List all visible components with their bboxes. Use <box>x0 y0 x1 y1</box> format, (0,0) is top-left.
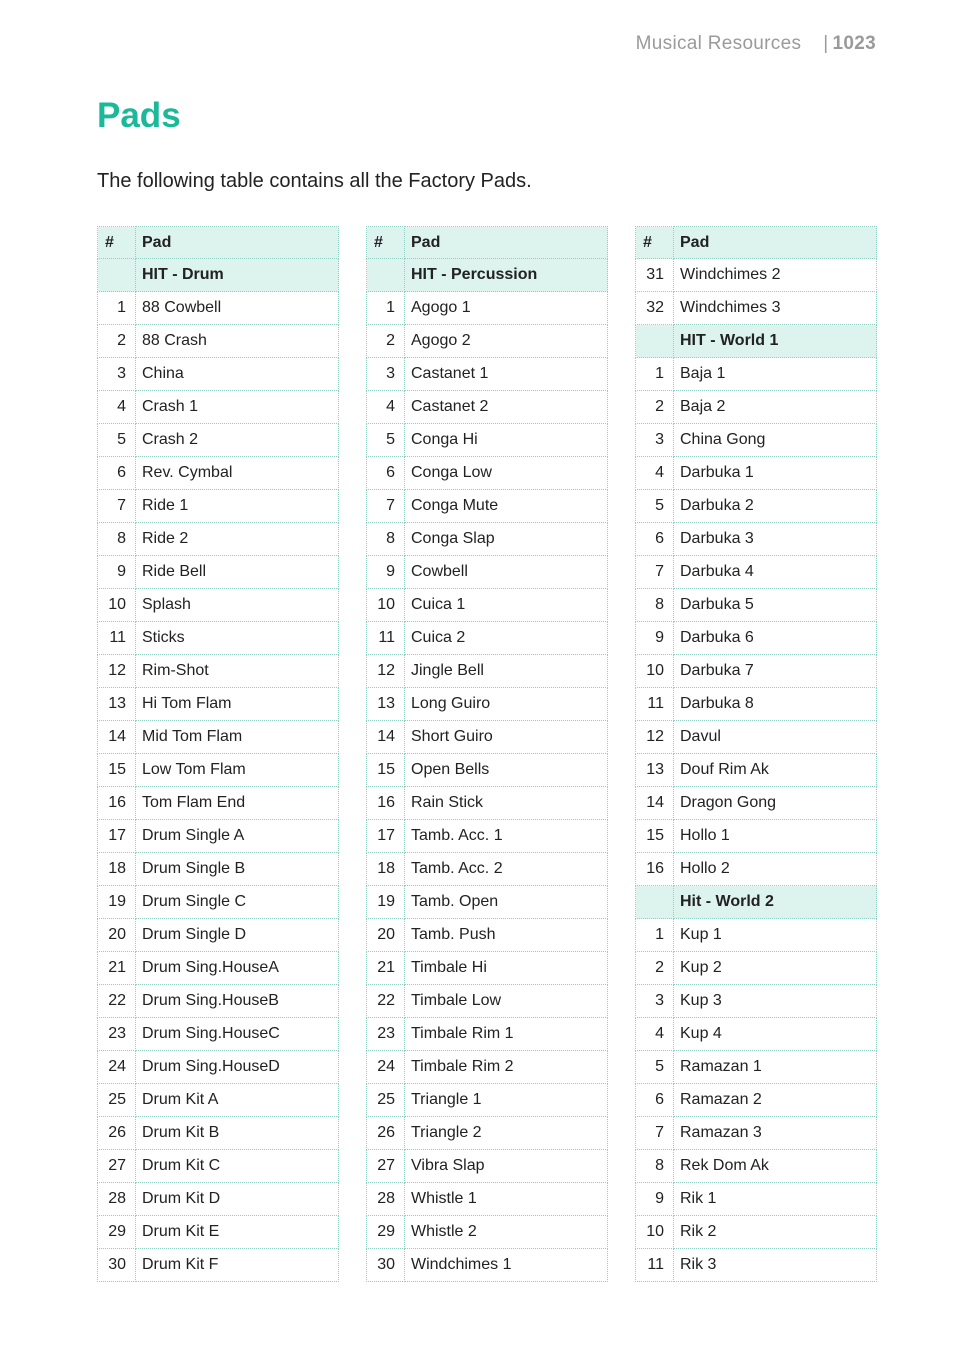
col-header-num: # <box>98 227 136 259</box>
pad-number-cell: 26 <box>367 1117 405 1150</box>
table-row <box>636 490 877 523</box>
table-row <box>98 952 339 985</box>
pad-name-cell: Drum Kit C <box>136 1150 339 1183</box>
pad-name-cell: Splash <box>136 589 339 622</box>
table-row <box>98 1117 339 1150</box>
pad-number-cell: 27 <box>98 1150 136 1183</box>
pad-name-cell: Whistle 2 <box>405 1216 608 1249</box>
table-row <box>636 556 877 589</box>
table-row <box>98 820 339 853</box>
pad-number-cell: 23 <box>367 1018 405 1051</box>
table-row <box>98 292 339 325</box>
pads-table-1 <box>97 226 339 1282</box>
table-row <box>98 457 339 490</box>
pad-number-cell: 2 <box>367 325 405 358</box>
pad-name-cell: Long Guiro <box>405 688 608 721</box>
table-row <box>367 1150 608 1183</box>
pad-number-cell: 27 <box>367 1150 405 1183</box>
table-row <box>367 424 608 457</box>
pad-number-cell: 30 <box>98 1249 136 1282</box>
table-row <box>98 1216 339 1249</box>
pad-name-cell: Tamb. Push <box>405 919 608 952</box>
pad-number-cell: 10 <box>636 1216 674 1249</box>
pad-name-cell: Cuica 1 <box>405 589 608 622</box>
pad-name-cell: Drum Kit E <box>136 1216 339 1249</box>
table-row <box>98 1249 339 1282</box>
pad-number-cell: 8 <box>636 589 674 622</box>
pad-name-cell: Timbale Rim 1 <box>405 1018 608 1051</box>
pad-name-cell: Whistle 1 <box>405 1183 608 1216</box>
pad-name-cell: Crash 1 <box>136 391 339 424</box>
pad-name-cell: Low Tom Flam <box>136 754 339 787</box>
pad-number-cell: 20 <box>98 919 136 952</box>
table-row <box>636 1018 877 1051</box>
pad-number-cell: 10 <box>367 589 405 622</box>
group-header-row <box>367 259 608 292</box>
pad-name-cell: Drum Single C <box>136 886 339 919</box>
table-row <box>636 919 877 952</box>
pad-name-cell: Jingle Bell <box>405 655 608 688</box>
pad-number-cell: 11 <box>367 622 405 655</box>
pad-name-cell: Rek Dom Ak <box>674 1150 877 1183</box>
table-row <box>636 1216 877 1249</box>
pad-number-cell: 14 <box>98 721 136 754</box>
pad-number-cell: 15 <box>98 754 136 787</box>
pad-name-cell: Ride 1 <box>136 490 339 523</box>
pad-number-cell: 13 <box>367 688 405 721</box>
pad-number-cell: 12 <box>636 721 674 754</box>
pad-number-cell: 1 <box>367 292 405 325</box>
pad-number-cell: 3 <box>636 985 674 1018</box>
table-row <box>367 1249 608 1282</box>
intro-text: The following table contains all the Factory Pads. <box>97 170 532 192</box>
pad-name-cell: Kup 3 <box>674 985 877 1018</box>
pad-name-cell: Darbuka 8 <box>674 688 877 721</box>
pad-name-cell: Timbale Rim 2 <box>405 1051 608 1084</box>
pad-number-cell: 13 <box>636 754 674 787</box>
pad-name-cell: Dragon Gong <box>674 787 877 820</box>
pad-number-cell: 6 <box>367 457 405 490</box>
pad-number-cell: 16 <box>636 853 674 886</box>
pad-number-cell: 22 <box>367 985 405 1018</box>
table-row <box>367 787 608 820</box>
pad-number-cell: 20 <box>367 919 405 952</box>
pad-name-cell: Short Guiro <box>405 721 608 754</box>
group-header-row <box>98 259 339 292</box>
pad-number-cell: 7 <box>636 556 674 589</box>
table-row <box>636 655 877 688</box>
table-row <box>636 292 877 325</box>
table-row <box>636 952 877 985</box>
table-row <box>367 1084 608 1117</box>
col-header-pad: Pad <box>136 227 339 259</box>
table-row <box>636 754 877 787</box>
pad-number-cell: 3 <box>98 358 136 391</box>
table-row <box>98 589 339 622</box>
pad-number-cell: 9 <box>367 556 405 589</box>
pad-number-cell: 4 <box>636 457 674 490</box>
table-row <box>636 1150 877 1183</box>
table-row <box>367 985 608 1018</box>
table-row <box>636 1249 877 1282</box>
pad-number-cell: 28 <box>98 1183 136 1216</box>
pad-name-cell: China Gong <box>674 424 877 457</box>
table-row <box>98 490 339 523</box>
table-row <box>636 589 877 622</box>
pad-name-cell: Drum Kit A <box>136 1084 339 1117</box>
table-row <box>367 952 608 985</box>
pad-name-cell: Triangle 1 <box>405 1084 608 1117</box>
pad-name-cell: 88 Crash <box>136 325 339 358</box>
table-row <box>636 1183 877 1216</box>
pad-name-cell: Sticks <box>136 622 339 655</box>
pad-name-cell: 88 Cowbell <box>136 292 339 325</box>
table-row <box>98 853 339 886</box>
table-row <box>98 523 339 556</box>
pad-number-cell: 3 <box>367 358 405 391</box>
group-num-cell <box>367 259 405 292</box>
pad-number-cell: 1 <box>636 919 674 952</box>
pad-name-cell: Drum Single D <box>136 919 339 952</box>
pad-number-cell: 5 <box>98 424 136 457</box>
pad-name-cell: Mid Tom Flam <box>136 721 339 754</box>
table-row <box>367 556 608 589</box>
header-separator: | <box>823 33 829 54</box>
pad-number-cell: 18 <box>98 853 136 886</box>
group-header-row <box>636 325 877 358</box>
group-num-cell <box>98 259 136 292</box>
pad-number-cell: 21 <box>367 952 405 985</box>
pad-name-cell: Tamb. Acc. 1 <box>405 820 608 853</box>
pad-number-cell: 19 <box>98 886 136 919</box>
pad-name-cell: Darbuka 2 <box>674 490 877 523</box>
table-row <box>367 490 608 523</box>
group-name-cell: HIT - Drum <box>136 259 339 292</box>
table-row <box>636 1084 877 1117</box>
pad-name-cell: Drum Kit B <box>136 1117 339 1150</box>
col-header-pad: Pad <box>405 227 608 259</box>
pad-number-cell: 16 <box>367 787 405 820</box>
pad-number-cell: 7 <box>98 490 136 523</box>
pads-table-2 <box>366 226 608 1282</box>
pad-number-cell: 7 <box>367 490 405 523</box>
table-row <box>367 1216 608 1249</box>
pad-name-cell: Darbuka 7 <box>674 655 877 688</box>
pad-name-cell: Timbale Low <box>405 985 608 1018</box>
pad-number-cell: 5 <box>636 490 674 523</box>
table-row <box>98 622 339 655</box>
pad-name-cell: Windchimes 3 <box>674 292 877 325</box>
table-row <box>367 1117 608 1150</box>
pad-name-cell: Ride 2 <box>136 523 339 556</box>
table-row <box>98 1183 339 1216</box>
pad-number-cell: 21 <box>98 952 136 985</box>
pad-number-cell: 28 <box>367 1183 405 1216</box>
group-num-cell <box>636 886 674 919</box>
pad-number-cell: 14 <box>636 787 674 820</box>
pad-name-cell: Drum Kit D <box>136 1183 339 1216</box>
pad-number-cell: 10 <box>98 589 136 622</box>
pad-name-cell: Darbuka 6 <box>674 622 877 655</box>
pad-name-cell: Ramazan 2 <box>674 1084 877 1117</box>
page-number: 1023 <box>832 33 876 54</box>
table-row <box>367 1051 608 1084</box>
table-row <box>98 721 339 754</box>
pad-name-cell: Baja 2 <box>674 391 877 424</box>
table-row <box>367 358 608 391</box>
pad-number-cell: 25 <box>367 1084 405 1117</box>
pad-number-cell: 2 <box>636 952 674 985</box>
pad-number-cell: 5 <box>636 1051 674 1084</box>
pad-name-cell: Darbuka 4 <box>674 556 877 589</box>
table-row <box>98 1018 339 1051</box>
pad-name-cell: Ride Bell <box>136 556 339 589</box>
pad-name-cell: Rik 3 <box>674 1249 877 1282</box>
pad-number-cell: 12 <box>98 655 136 688</box>
group-name-cell: HIT - Percussion <box>405 259 608 292</box>
pad-name-cell: Castanet 2 <box>405 391 608 424</box>
pad-name-cell: Conga Slap <box>405 523 608 556</box>
table-row <box>636 358 877 391</box>
pad-name-cell: Ramazan 3 <box>674 1117 877 1150</box>
group-name-cell: Hit - World 2 <box>674 886 877 919</box>
table-row <box>367 688 608 721</box>
pad-number-cell: 6 <box>636 523 674 556</box>
table-row <box>367 292 608 325</box>
pad-name-cell: Darbuka 1 <box>674 457 877 490</box>
pad-name-cell: Drum Sing.HouseD <box>136 1051 339 1084</box>
table-row <box>98 556 339 589</box>
pad-number-cell: 11 <box>636 1249 674 1282</box>
table-row <box>367 589 608 622</box>
table-row <box>98 1084 339 1117</box>
table-row <box>636 688 877 721</box>
pad-number-cell: 10 <box>636 655 674 688</box>
table-row <box>98 655 339 688</box>
table-row <box>367 721 608 754</box>
pad-number-cell: 1 <box>98 292 136 325</box>
pad-number-cell: 2 <box>636 391 674 424</box>
pad-name-cell: Castanet 1 <box>405 358 608 391</box>
pad-name-cell: Kup 4 <box>674 1018 877 1051</box>
pad-number-cell: 16 <box>98 787 136 820</box>
pad-number-cell: 6 <box>636 1084 674 1117</box>
table-row <box>98 1150 339 1183</box>
pad-name-cell: Tom Flam End <box>136 787 339 820</box>
pad-number-cell: 15 <box>367 754 405 787</box>
pad-name-cell: Windchimes 2 <box>674 259 877 292</box>
pad-number-cell: 26 <box>98 1117 136 1150</box>
col-header-pad: Pad <box>674 227 877 259</box>
pad-number-cell: 7 <box>636 1117 674 1150</box>
table-row <box>636 622 877 655</box>
pad-number-cell: 13 <box>98 688 136 721</box>
pad-name-cell: Drum Sing.HouseC <box>136 1018 339 1051</box>
pad-name-cell: Rev. Cymbal <box>136 457 339 490</box>
pad-number-cell: 5 <box>367 424 405 457</box>
pad-name-cell: Agogo 2 <box>405 325 608 358</box>
pad-name-cell: Drum Single A <box>136 820 339 853</box>
group-header-row <box>636 886 877 919</box>
pad-name-cell: Drum Single B <box>136 853 339 886</box>
pad-number-cell: 3 <box>636 424 674 457</box>
table-row <box>636 523 877 556</box>
pad-number-cell: 30 <box>367 1249 405 1282</box>
pad-name-cell: Drum Kit F <box>136 1249 339 1282</box>
page-title: Pads <box>97 96 181 135</box>
pad-number-cell: 8 <box>367 523 405 556</box>
table-row <box>98 688 339 721</box>
pad-number-cell: 23 <box>98 1018 136 1051</box>
table-row <box>367 457 608 490</box>
pad-name-cell: Hollo 1 <box>674 820 877 853</box>
table-row <box>367 1183 608 1216</box>
running-header <box>636 33 876 55</box>
table-row <box>636 1117 877 1150</box>
pad-number-cell: 11 <box>636 688 674 721</box>
pad-number-cell: 15 <box>636 820 674 853</box>
table-row <box>636 787 877 820</box>
pad-name-cell: Rik 2 <box>674 1216 877 1249</box>
pad-name-cell: Hi Tom Flam <box>136 688 339 721</box>
table-row <box>367 886 608 919</box>
table-row <box>98 754 339 787</box>
table-row <box>636 820 877 853</box>
table-row <box>367 622 608 655</box>
table-row <box>636 424 877 457</box>
pad-name-cell: Ramazan 1 <box>674 1051 877 1084</box>
pad-number-cell: 9 <box>636 1183 674 1216</box>
pad-name-cell: Baja 1 <box>674 358 877 391</box>
table-row <box>367 919 608 952</box>
pad-number-cell: 1 <box>636 358 674 391</box>
group-num-cell <box>636 325 674 358</box>
table-row <box>367 523 608 556</box>
pad-number-cell: 9 <box>98 556 136 589</box>
pad-name-cell: Tamb. Acc. 2 <box>405 853 608 886</box>
table-row <box>636 457 877 490</box>
pad-name-cell: Windchimes 1 <box>405 1249 608 1282</box>
table-row <box>636 391 877 424</box>
pad-number-cell: 12 <box>367 655 405 688</box>
pad-number-cell: 17 <box>98 820 136 853</box>
table-row <box>98 787 339 820</box>
pad-name-cell: Drum Sing.HouseA <box>136 952 339 985</box>
pad-name-cell: Open Bells <box>405 754 608 787</box>
pad-number-cell: 14 <box>367 721 405 754</box>
pads-table-3 <box>635 226 877 1282</box>
table-row <box>367 655 608 688</box>
table-row <box>98 985 339 1018</box>
table-row <box>98 358 339 391</box>
table-row <box>98 886 339 919</box>
pad-number-cell: 4 <box>636 1018 674 1051</box>
pad-number-cell: 11 <box>98 622 136 655</box>
table-row <box>636 1051 877 1084</box>
pad-name-cell: Drum Sing.HouseB <box>136 985 339 1018</box>
pad-name-cell: Conga Low <box>405 457 608 490</box>
pad-number-cell: 31 <box>636 259 674 292</box>
pad-name-cell: Darbuka 3 <box>674 523 877 556</box>
pad-name-cell: Timbale Hi <box>405 952 608 985</box>
pad-name-cell: Conga Mute <box>405 490 608 523</box>
table-row <box>636 721 877 754</box>
table-row <box>367 853 608 886</box>
pad-number-cell: 25 <box>98 1084 136 1117</box>
table-row <box>636 259 877 292</box>
pad-number-cell: 9 <box>636 622 674 655</box>
table-row <box>367 820 608 853</box>
pad-name-cell: Triangle 2 <box>405 1117 608 1150</box>
pad-name-cell: Cowbell <box>405 556 608 589</box>
table-row <box>367 325 608 358</box>
pad-number-cell: 22 <box>98 985 136 1018</box>
table-row <box>98 391 339 424</box>
pad-name-cell: Douf Rim Ak <box>674 754 877 787</box>
pad-number-cell: 8 <box>636 1150 674 1183</box>
pad-number-cell: 6 <box>98 457 136 490</box>
pad-number-cell: 24 <box>367 1051 405 1084</box>
pad-name-cell: Agogo 1 <box>405 292 608 325</box>
table-row <box>636 985 877 1018</box>
table-row <box>367 1018 608 1051</box>
pad-number-cell: 8 <box>98 523 136 556</box>
pad-number-cell: 29 <box>367 1216 405 1249</box>
pad-name-cell: Rik 1 <box>674 1183 877 1216</box>
pad-name-cell: Davul <box>674 721 877 754</box>
table-row <box>98 325 339 358</box>
pad-number-cell: 32 <box>636 292 674 325</box>
pad-name-cell: Cuica 2 <box>405 622 608 655</box>
pad-name-cell: Rim-Shot <box>136 655 339 688</box>
pad-number-cell: 4 <box>98 391 136 424</box>
pad-name-cell: Rain Stick <box>405 787 608 820</box>
section-name: Musical Resources <box>635 33 802 54</box>
table-header-row <box>636 227 877 259</box>
pad-name-cell: Kup 2 <box>674 952 877 985</box>
pad-number-cell: 2 <box>98 325 136 358</box>
table-row <box>636 853 877 886</box>
col-header-num: # <box>636 227 674 259</box>
pad-number-cell: 4 <box>367 391 405 424</box>
table-row <box>98 1051 339 1084</box>
pad-name-cell: Hollo 2 <box>674 853 877 886</box>
pad-name-cell: Tamb. Open <box>405 886 608 919</box>
pad-number-cell: 29 <box>98 1216 136 1249</box>
table-row <box>367 754 608 787</box>
group-name-cell: HIT - World 1 <box>674 325 877 358</box>
pad-name-cell: Kup 1 <box>674 919 877 952</box>
table-row <box>98 424 339 457</box>
pad-name-cell: Vibra Slap <box>405 1150 608 1183</box>
pad-name-cell: Darbuka 5 <box>674 589 877 622</box>
pad-name-cell: China <box>136 358 339 391</box>
pad-number-cell: 18 <box>367 853 405 886</box>
pad-number-cell: 17 <box>367 820 405 853</box>
table-row <box>98 919 339 952</box>
pad-number-cell: 19 <box>367 886 405 919</box>
pad-name-cell: Crash 2 <box>136 424 339 457</box>
table-header-row <box>367 227 608 259</box>
table-header-row <box>98 227 339 259</box>
table-row <box>367 391 608 424</box>
pad-name-cell: Conga Hi <box>405 424 608 457</box>
pad-number-cell: 24 <box>98 1051 136 1084</box>
col-header-num: # <box>367 227 405 259</box>
